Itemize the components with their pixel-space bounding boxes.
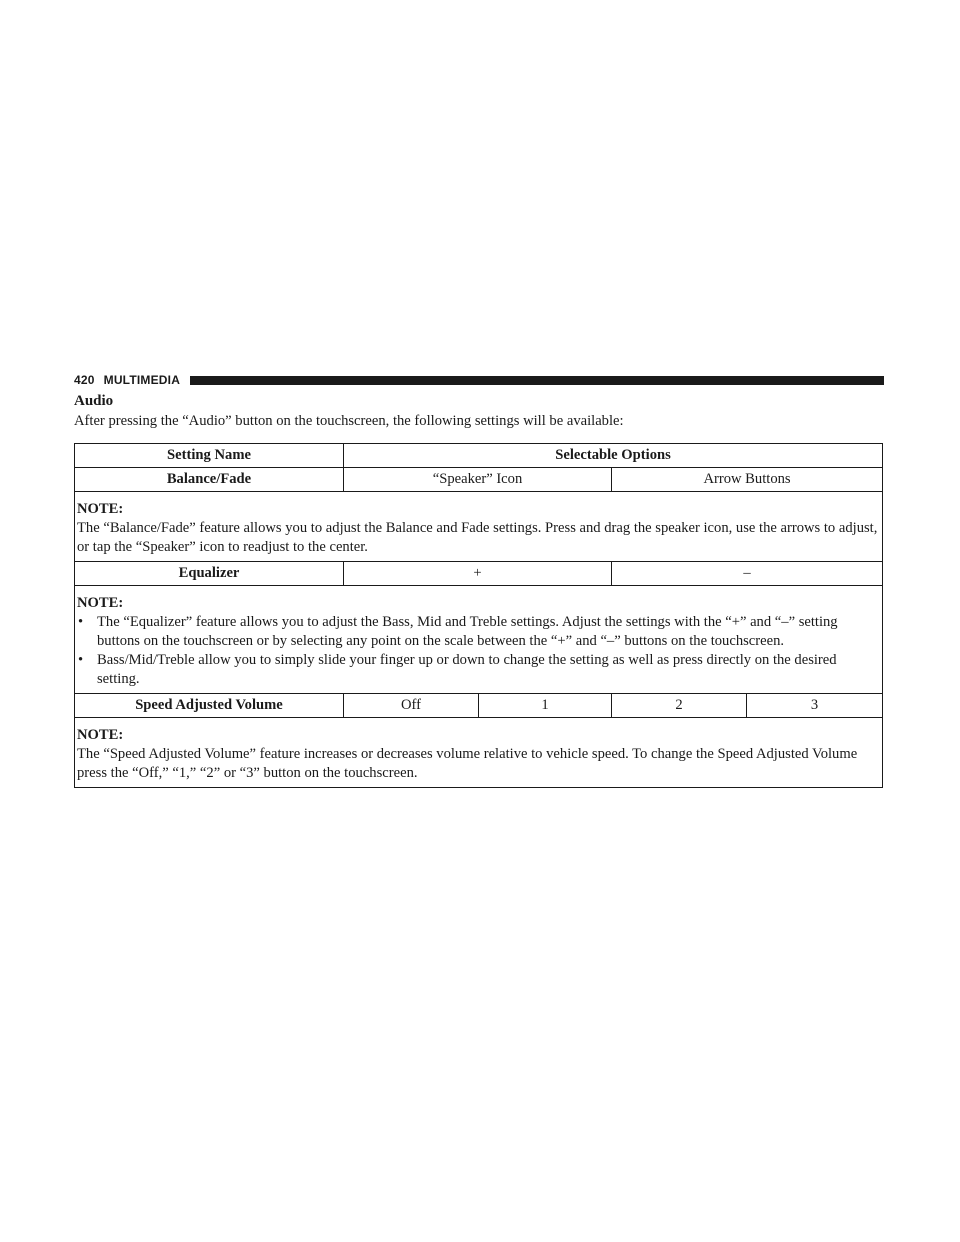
setting-name-equalizer: Equalizer <box>75 562 344 586</box>
option-plus: + <box>344 562 612 586</box>
settings-table <box>74 443 883 788</box>
option-2: 2 <box>612 694 747 718</box>
option-minus: – <box>612 562 883 586</box>
table-row-speed-adjusted-volume <box>75 694 883 718</box>
table-row-balance-fade <box>75 468 883 492</box>
table-row-equalizer <box>75 562 883 586</box>
setting-name-balance-fade: Balance/Fade <box>75 468 344 492</box>
note-label: NOTE: <box>77 595 124 611</box>
note-label: NOTE: <box>77 727 124 743</box>
bullet-text: Bass/Mid/Treble allow you to simply slide your finger up or down to change the setting as well as press directly on the desired setting. <box>97 652 837 687</box>
option-speaker-icon: “Speaker” Icon <box>344 468 612 492</box>
option-1: 1 <box>479 694 612 718</box>
note-equalizer <box>75 586 883 694</box>
table-note-row <box>75 586 883 694</box>
section-title: Audio <box>74 393 114 409</box>
section-name: MULTIMEDIA <box>103 373 181 387</box>
bullet-text: The “Equalizer” feature allows you to adjust the Bass, Mid and Treble settings. Adjust the settings with the “+” and “–” setting buttons on the touchscreen or by selecting any point on the scale between the “+” and “–” buttons on the touchscreen. <box>97 614 838 649</box>
option-arrow-buttons: Arrow Buttons <box>612 468 883 492</box>
note-label: NOTE: <box>77 501 124 517</box>
bullet-icon: • <box>78 614 84 630</box>
note-text: The “Balance/Fade” feature allows you to adjust the Balance and Fade settings. Press and drag the speaker icon, use the arrows to adjust, or tap the “Speaker” icon to readjust to the center. <box>77 520 878 555</box>
table-note-row <box>75 492 883 562</box>
table-note-row <box>75 718 883 788</box>
intro-paragraph: After pressing the “Audio” button on the touchscreen, the following settings will be available: <box>74 413 624 429</box>
bullet-icon: • <box>78 652 84 668</box>
option-3: 3 <box>747 694 883 718</box>
list-item <box>77 613 880 651</box>
list-item <box>77 651 880 689</box>
setting-name-speed-adjusted-volume: Speed Adjusted Volume <box>75 694 344 718</box>
header-rule <box>190 376 884 385</box>
header-setting-name: Setting Name <box>75 444 344 468</box>
table-header-row <box>75 444 883 468</box>
page-header <box>74 372 884 388</box>
page-number: 420 <box>74 373 95 387</box>
note-text: The “Speed Adjusted Volume” feature increases or decreases volume relative to vehicle speed. To change the Speed Adjusted Volume press the “Off,” “1,” “2” or “3” button on the touchscreen. <box>77 746 858 781</box>
note-speed-adjusted-volume <box>75 718 883 788</box>
note-balance-fade <box>75 492 883 562</box>
option-off: Off <box>344 694 479 718</box>
note-bullet-list <box>77 613 880 689</box>
header-selectable-options: Selectable Options <box>344 444 883 468</box>
header-label <box>74 373 180 387</box>
